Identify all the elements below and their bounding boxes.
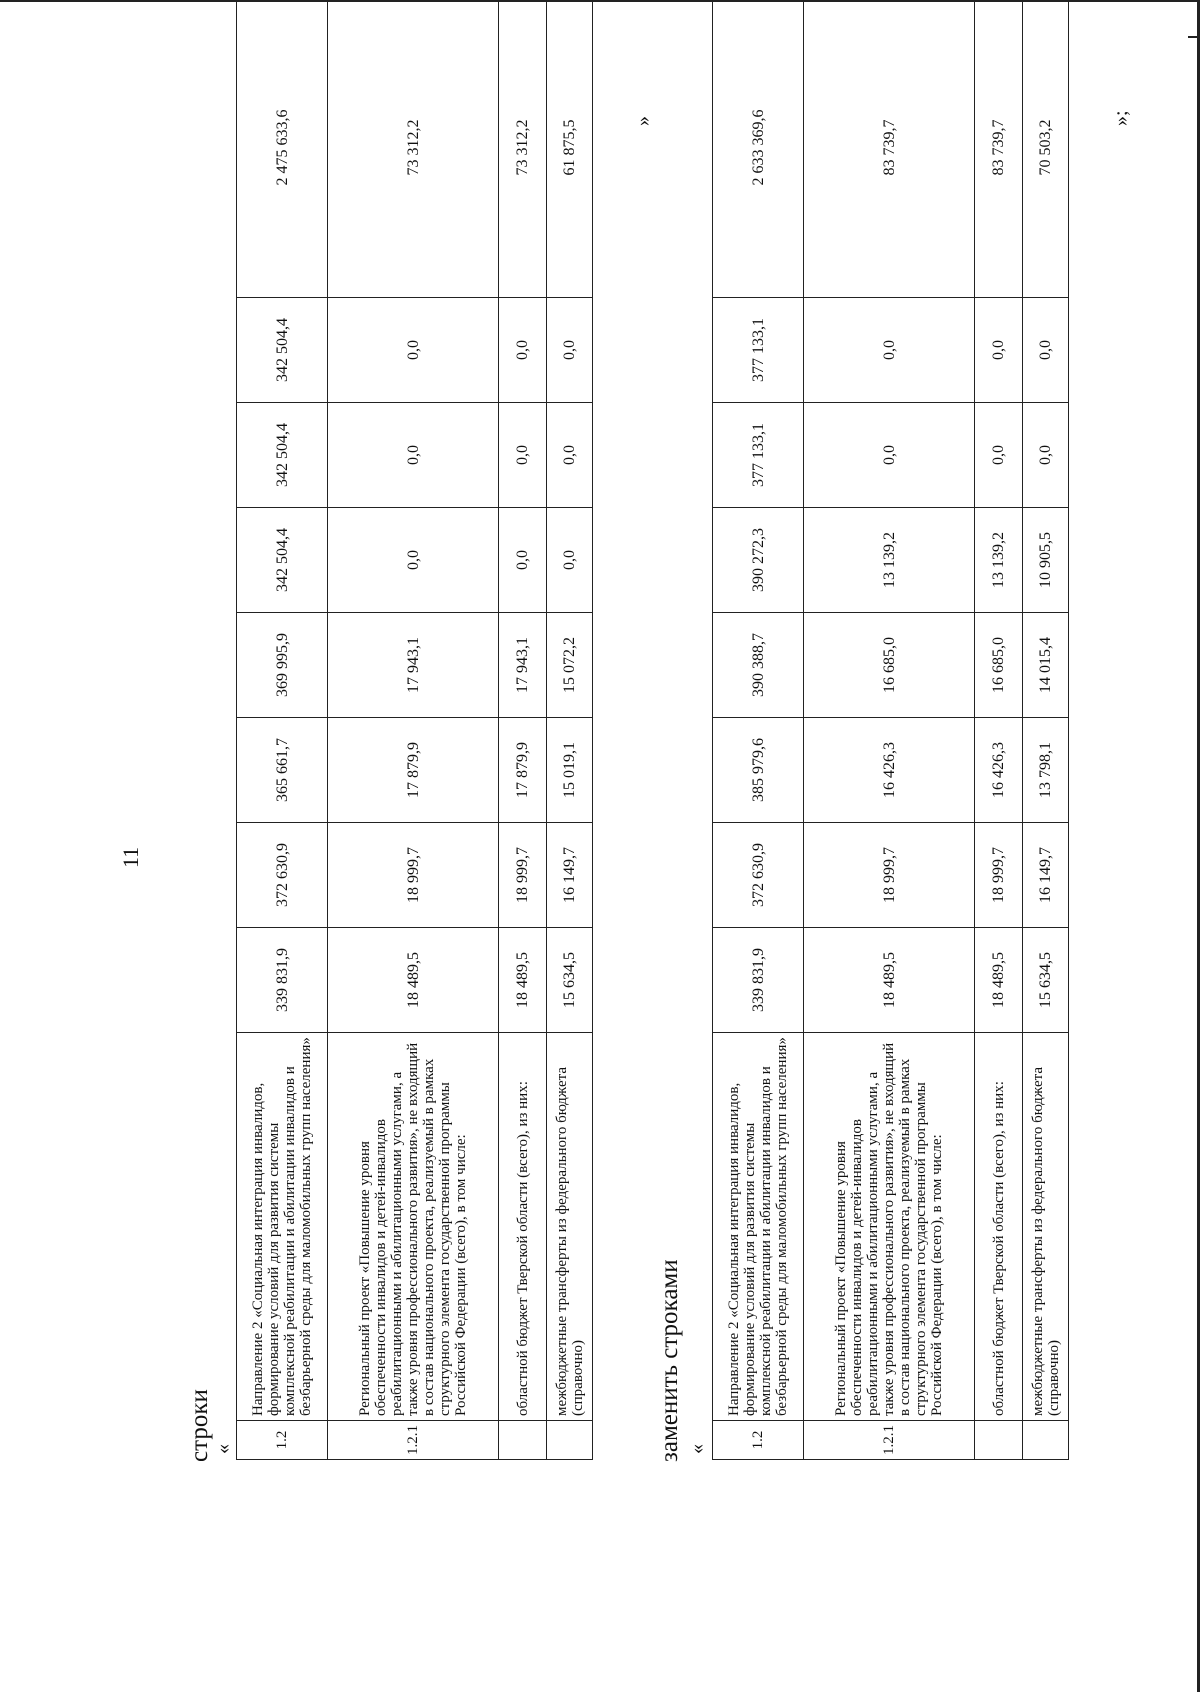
row-value: 17 879,9	[328, 718, 499, 823]
row-value: 16 685,0	[975, 613, 1023, 718]
row-total: 70 503,2	[1023, 0, 1069, 298]
row-code: 1.2	[237, 1421, 328, 1460]
row-value: 17 879,9	[499, 718, 547, 823]
table-row	[804, 0, 975, 1460]
row-value: 16 685,0	[804, 613, 975, 718]
row-value: 18 489,5	[975, 928, 1023, 1033]
row-value: 339 831,9	[713, 928, 804, 1033]
row-value: 18 999,7	[804, 823, 975, 928]
row-code	[547, 1421, 593, 1460]
row-value: 342 504,4	[237, 508, 328, 613]
row-value: 10 905,5	[1023, 508, 1069, 613]
row-name: областной бюджет Тверской области (всего), из них:	[975, 1033, 1023, 1421]
row-value: 15 072,2	[547, 613, 593, 718]
section-old-label: строки	[186, 1389, 213, 1462]
table-row	[499, 0, 547, 1460]
row-code: 1.2	[713, 1421, 804, 1460]
row-value: 13 798,1	[1023, 718, 1069, 823]
row-total: 73 312,2	[328, 0, 499, 298]
row-name: областной бюджет Тверской области (всего), из них:	[499, 1033, 547, 1421]
row-value: 385 979,6	[713, 718, 804, 823]
row-value: 18 999,7	[975, 823, 1023, 928]
row-value: 0,0	[499, 508, 547, 613]
table-old	[236, 0, 593, 1460]
row-code: 1.2.1	[328, 1421, 499, 1460]
table-row	[237, 0, 328, 1460]
row-name: Направление 2 «Социальная интеграция инвалидов, формирование условий для развития системы комплексной реабилитации и абилитации инвалидов и безбарьерной среды для маломобильных групп населения»	[237, 1033, 328, 1421]
row-name: Региональный проект «Повышение уровня обеспеченности инвалидов и детей-инвалидов реабилитационными и абилитационными услугами, а также уровня профессионального развития», не входящий в состав национального проекта, реализуемый в рамках структурного элемента государственной программы Российской Федерации (всего), в том числе:	[804, 1033, 975, 1421]
row-value: 18 489,5	[804, 928, 975, 1033]
row-value: 16 149,7	[1023, 823, 1069, 928]
row-value: 365 661,7	[237, 718, 328, 823]
row-value: 13 139,2	[804, 508, 975, 613]
row-value: 0,0	[499, 403, 547, 508]
section-old-close-quote: »	[632, 116, 654, 126]
row-code: 1.2.1	[804, 1421, 975, 1460]
row-value: 0,0	[1023, 403, 1069, 508]
row-total: 83 739,7	[975, 0, 1023, 298]
row-value: 342 504,4	[237, 298, 328, 403]
row-value: 0,0	[328, 508, 499, 613]
table-row	[1023, 0, 1069, 1460]
row-value: 0,0	[328, 298, 499, 403]
row-code	[975, 1421, 1023, 1460]
row-value: 390 272,3	[713, 508, 804, 613]
row-value: 0,0	[328, 403, 499, 508]
row-value: 0,0	[804, 298, 975, 403]
row-value: 377 133,1	[713, 403, 804, 508]
row-value: 18 489,5	[499, 928, 547, 1033]
row-value: 16 149,7	[547, 823, 593, 928]
row-value: 17 943,1	[499, 613, 547, 718]
row-value: 339 831,9	[237, 928, 328, 1033]
row-value: 369 995,9	[237, 613, 328, 718]
row-value: 0,0	[804, 403, 975, 508]
table-row	[547, 0, 593, 1460]
row-value: 15 019,1	[547, 718, 593, 823]
row-value: 18 999,7	[328, 823, 499, 928]
row-total: 61 875,5	[547, 0, 593, 298]
row-value: 15 634,5	[547, 928, 593, 1033]
row-value: 390 388,7	[713, 613, 804, 718]
table-row	[975, 0, 1023, 1460]
row-value: 16 426,3	[975, 718, 1023, 823]
row-value: 0,0	[547, 298, 593, 403]
row-value: 0,0	[547, 403, 593, 508]
row-value: 14 015,4	[1023, 613, 1069, 718]
section-new-open-quote: «	[686, 1444, 708, 1454]
row-value: 18 489,5	[328, 928, 499, 1033]
row-value: 372 630,9	[237, 823, 328, 928]
row-total: 83 739,7	[804, 0, 975, 298]
row-value: 342 504,4	[237, 403, 328, 508]
section-old-open-quote: «	[212, 1444, 234, 1454]
row-name: Направление 2 «Социальная интеграция инвалидов, формирование условий для развития системы комплексной реабилитации и абилитации инвалидов и безбарьерной среды для маломобильных групп населения»	[713, 1033, 804, 1421]
row-value: 372 630,9	[713, 823, 804, 928]
row-value: 15 634,5	[1023, 928, 1069, 1033]
row-value: 0,0	[547, 508, 593, 613]
table-row	[713, 0, 804, 1460]
row-name: межбюджетные трансферты из федерального бюджета (справочно)	[547, 1033, 593, 1421]
row-value: 0,0	[1023, 298, 1069, 403]
row-value: 0,0	[499, 298, 547, 403]
row-total: 2 475 633,6	[237, 0, 328, 298]
section-new-close-quote: »;	[1110, 110, 1132, 126]
row-total: 2 633 369,6	[713, 0, 804, 298]
row-value: 0,0	[975, 298, 1023, 403]
page-number: 11	[118, 846, 143, 868]
table-new	[712, 0, 1069, 1460]
row-name: межбюджетные трансферты из федерального бюджета (справочно)	[1023, 1033, 1069, 1421]
row-value: 17 943,1	[328, 613, 499, 718]
row-value: 13 139,2	[975, 508, 1023, 613]
row-code	[1023, 1421, 1069, 1460]
row-value: 16 426,3	[804, 718, 975, 823]
row-name: Региональный проект «Повышение уровня обеспеченности инвалидов и детей-инвалидов реабилитационными и абилитационными услугами, а также уровня профессионального развития», не входящий в состав национального проекта, реализуемый в рамках структурного элемента государственной программы Российской Федерации (всего), в том числе:	[328, 1033, 499, 1421]
table-row	[328, 0, 499, 1460]
section-new-label: заменить строками	[656, 1259, 683, 1462]
row-value: 377 133,1	[713, 298, 804, 403]
row-code	[499, 1421, 547, 1460]
row-value: 0,0	[975, 403, 1023, 508]
row-value: 18 999,7	[499, 823, 547, 928]
row-total: 73 312,2	[499, 0, 547, 298]
